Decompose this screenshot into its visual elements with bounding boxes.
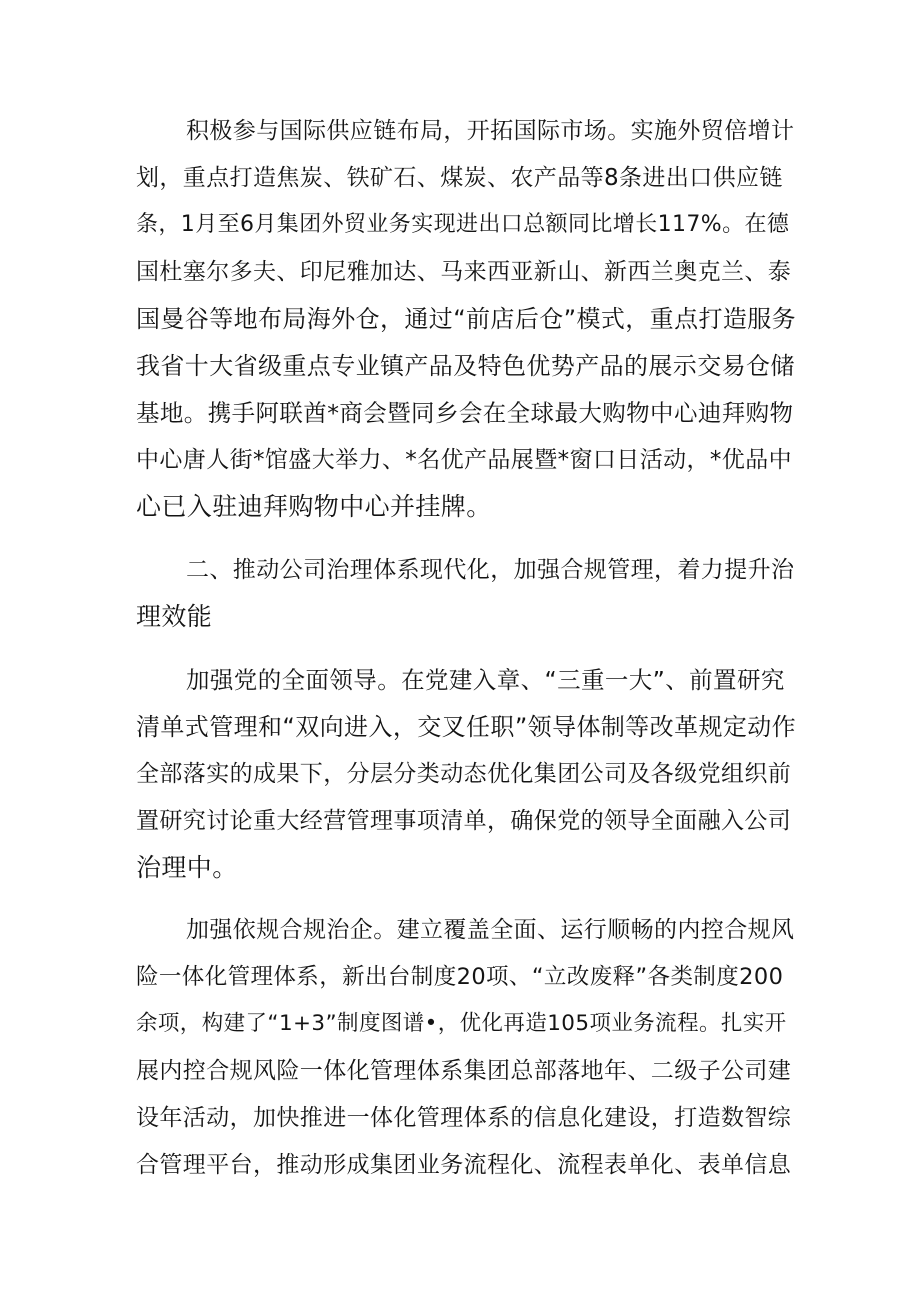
- paragraph-4-line-5: 设年活动，加快推进一体化管理体系的信息化建设，打造数智综: [136, 1105, 792, 1131]
- paragraph-1-line-6: 我省十大省级重点专业镇产品及特色优势产品的展示交易仓储: [136, 352, 795, 380]
- paragraph-1-line-1: 积极参与国际供应链布局，开拓国际市场。实施外贸倍增计: [186, 118, 795, 144]
- paragraph-4-line-6: 合管理平台，推动形成集团业务流程化、流程表单化、表单信息: [136, 1152, 792, 1178]
- paragraph-4-line-1: 加强依规合规治企。建立覆盖全面、运行顺畅的内控合规风: [186, 917, 795, 943]
- section-heading-line-1: 二、推动公司治理体系现代化，加强合规管理，着力提升治: [186, 557, 795, 583]
- section-heading-line-2: 理效能: [136, 602, 213, 631]
- paragraph-1-line-7: 基地。携手阿联酋*商会暨同乡会在全球最大购物中心迪拜购物: [136, 399, 794, 427]
- paragraph-4-line-4: 展内控合规风险一体化管理体系集团总部落地年、二级子公司建: [136, 1058, 792, 1084]
- paragraph-1-line-3: 条，1月至6月集团外贸业务实现进出口总额同比增长117%。在德: [136, 212, 790, 237]
- paragraph-1-line-4: 国杜塞尔多夫、印尼雅加达、马来西亚新山、新西兰奥克兰、泰: [136, 259, 792, 285]
- paragraph-1-line-5: 国曼谷等地布局海外仓，通过“前店后仓”模式，重点打造服务: [136, 305, 796, 333]
- paragraph-3-line-5: 治理中。: [136, 853, 238, 882]
- paragraph-4-line-3: 余项，构建了“1+3”制度图谱•，优化再造105项业务流程。扎实开: [136, 1011, 787, 1036]
- paragraph-3-line-1: 加强党的全面领导。在党建入章、“三重一大”、前置研究: [186, 666, 785, 694]
- paragraph-1-line-8: 中心唐人街*馆盛大举力、*名优产品展暨*窗口日活动，*优品中: [136, 447, 792, 473]
- paragraph-1-line-9: 心已入驻迪拜购物中心并挂牌。: [136, 492, 492, 521]
- paragraph-3-line-4: 置研究讨论重大经营管理事项清单，确保党的领导全面融入公司: [136, 808, 792, 834]
- paragraph-3-line-3: 全部落实的成果下，分层分类动态优化集团公司及各级党组织前: [136, 761, 792, 787]
- paragraph-4-line-2: 险一体化管理体系，新出台制度20项、“立改废释”各类制度200: [136, 964, 784, 990]
- paragraph-3-line-2: 清单式管理和“双向进入，交叉任职”领导体制等改革规定动作: [136, 713, 796, 741]
- paragraph-1-line-2: 划，重点打造焦炭、铁矿石、煤炭、农产品等8条进出口供应链: [136, 165, 783, 191]
